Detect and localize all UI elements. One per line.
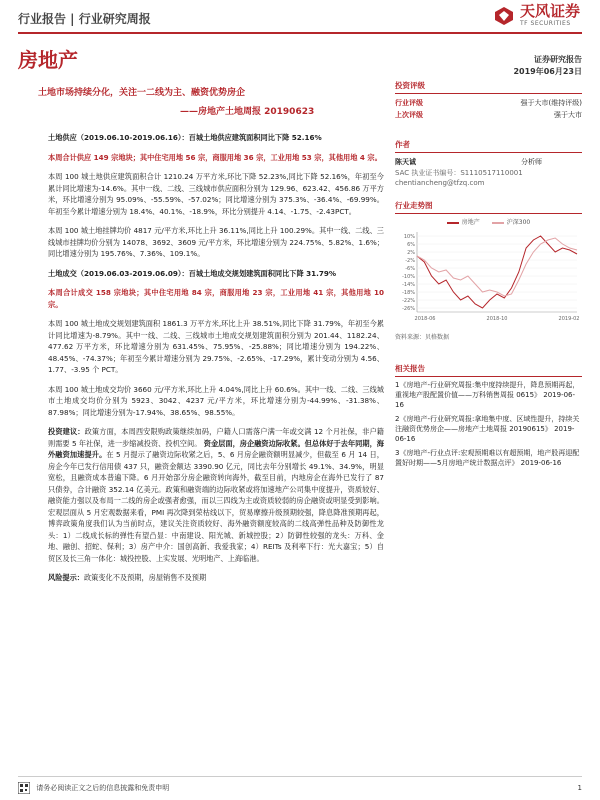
chart-legend: [395, 217, 582, 226]
footer-disclaimer-wrap: [18, 782, 169, 794]
industry-name: 房地产: [18, 48, 78, 72]
rating-industry-label: 行业评级: [395, 99, 423, 107]
chart-source: 资料来源：贝格数据: [395, 334, 450, 341]
company-logo: [493, 4, 580, 27]
logo-name-en: TF SECURITIES: [519, 20, 571, 27]
rating-section-title: 投资评级: [395, 80, 582, 94]
legend-item-csi300: [492, 217, 530, 226]
x-tick-label: 2018-10: [486, 316, 508, 322]
deal-area-paragraph: 本周 100 城土地成交规划建筑面积 1861.3 万平方米,环比上升 38.51%,同比下降 31.79%，年初至今累计同比增速为-8.79%。其中一线、二线、三线城市土地成交规划建筑面积分别为 201.44、1182.24、477.62 万平方米，环比增速分别为 631.45%、75.95%、-25.88%；同比增速分别为 194.22%、48.45%、-74.37%；年初至今累计增速分别为 29.75%、-2.65%、-17.29%，累计变动分别为 4.56、1.77、-3.95 个 PCT。: [48, 319, 384, 374]
sidebar: [395, 80, 582, 472]
related-section-title: 相关报告: [395, 363, 582, 377]
investment-advice: [48, 426, 384, 564]
risk-warning: [48, 572, 384, 584]
supply-summary: 本周合计供应 149 宗地块；其中住宅用地 56 宗，商服用地 36 宗，工业用地 53 宗，其他用地 4 宗。: [48, 152, 382, 162]
y-tick-label: 6%: [407, 242, 415, 248]
series-line-1: [417, 238, 577, 296]
y-tick-label: -26%: [402, 306, 415, 312]
deal-summary: 本周合计成交 158 宗地块；其中住宅用地 84 宗，商服用地 23 宗，工业用地 41 宗，其他用地 10 宗。: [48, 288, 384, 309]
report-category: 行业报告 | 行业研究周报: [18, 12, 151, 26]
logo-name-cn: 天风证券: [519, 2, 580, 20]
author-name: 陈天诚: [395, 158, 416, 166]
y-tick-label: 2%: [407, 250, 415, 256]
qr-code-icon: [18, 782, 30, 794]
advice-policy: 政策方面，本周西安限购政策继续加码，户籍人口需落户满一年或交满 12 个月社保，非户籍则需要 5 年社保，进一步缩减投资、投机空间。: [48, 427, 384, 448]
y-tick-label: -18%: [402, 290, 415, 296]
supply-area-paragraph: 本周 100 城土地供应建筑面积合计 1210.24 万平方米,环比下降 52.23%,同比下降 52.16%，年初至今累计同比增速为-14.6%。其中一线、二线、三线城市供应面积分别为 129.96、623.42、456.86 万平方米，环比增速分别为 95.09%、-55.59%、-57.02%；同比增速分别为 375.3%、-36.4%、-69.99%。年初至今累计增速分别为 18.4%、40.1%、-18.9%，环比分别提升 4.14、-1.75、-2.43PCT。: [48, 172, 384, 216]
rating-industry-row: [395, 97, 582, 109]
author-role: 分析师: [521, 158, 542, 166]
y-tick-label: -10%: [402, 274, 415, 280]
rating-last-row: [395, 109, 582, 121]
related-report-2[interactable]: 2《房地产-行业研究周报:拿地集中度、区域性提升，持续关注融资优势房企——房地产土地周报 20190615》 2019-06-16: [395, 415, 580, 443]
chart-section-title: 行业走势图: [395, 200, 582, 214]
report-subtitle: ——房地产土地周报 20190623: [180, 107, 315, 117]
rating-last-label: 上次评级: [395, 111, 423, 119]
y-tick-label: -2%: [405, 258, 415, 264]
deal-price-paragraph: 本周 100 城土地成交均价 3660 元/平方米,环比上升 4.04%,同比上升 60.6%。其中一线、二线、三线城市土地成交均价分别为 5923、3042、4237 元/平方米，环比增速分别为-44.99%、-31.38%、87.98%；同比增速分别为-17.94%、38.65%、98.55%。: [48, 384, 384, 417]
page-number: 1: [577, 784, 582, 792]
rating-industry-value: 强于大市(维持评级): [520, 99, 582, 107]
series-line-0: [417, 236, 577, 308]
supply-section-title: 土地供应（2019.06.10-2019.06.16）：百城土地供应建筑面积同比下降 52.16%: [48, 133, 322, 142]
logo-mark-icon: [493, 5, 515, 27]
report-type: 证券研究报告: [534, 55, 582, 64]
related-report-3[interactable]: 3《房地产-行业点评:宏观预期难以有超预期，地产股再迎配置好时期——5月房地产统计数据点评》 2019-06-16: [395, 449, 580, 467]
x-tick-label: 2019-02: [558, 316, 580, 322]
author-section-title: 作者: [395, 139, 582, 153]
report-title: 土地市场持续分化，关注一二线为主、融资优势房企: [38, 88, 246, 98]
header-divider: [18, 32, 582, 34]
footer: [18, 776, 582, 794]
author-cert: SAC 执业证书编号：S1110517110001: [395, 169, 523, 177]
deal-section-title: 土地成交（2019.06.03-2019.06.09）：百城土地成交规划建筑面积同比下降 31.79%: [48, 268, 337, 278]
y-tick-label: -22%: [402, 298, 415, 304]
legend-item-property: [447, 217, 480, 226]
risk-text: 政策变化不及预期，房屋销售不及预期: [83, 573, 207, 582]
author-email[interactable]: chentiancheng@tfzq.com: [395, 179, 485, 187]
main-content: [48, 132, 384, 592]
advice-detail: 在 5 月提示了融资边际收紧之后，5、6 月房企融资额明显减少，但截至 6 月 14 日，房企今年已发行信用债 437 只，融资金额达 3390.90 亿元，同比去年分别增长 49.1%、34.9%，明显宽松，且融资成本普遍下降。6 月开始部分房企融资转向海外，截至目前，内地房企在海外已发行了 87 只债券，合计融资 352.14 亿美元。政策和融资端的边际收紧或将加速地产公司集中度提升，资质较好、融资能力强以及布局一二线的房企或强者愈强，而以三四线为主或资质较弱的房企融资或明显受到影响。宏观层面从 5 月宏观数据来看，PMI 再次降到荣枯线以下，贸易摩擦升级预期较强，降息降准预期再起，博弈政策角度我们认为当前时点，建议关注资质较好、海外融资额度较高的二线高弹性品种及防御性龙头：1）二线成长标的弹性有望凸显：中南建设、阳光城、新城控股；2）防御性较强的龙头：万科、金地、融创、招蛇、保利；3）房产中介：国创高新、我爱我家；4）REITs 及利率下行：光大嘉宝；5）自贸区及长三角一体化：城投控股、上实发展、光明地产、上海临港。: [48, 450, 384, 563]
risk-label: 风险提示：: [48, 573, 84, 582]
related-report-1[interactable]: 1《房地产-行业研究周报:集中度持续提升，降息预期再起，重视地产股配置价值——万科销售周报 0615》 2019-06-16: [395, 381, 580, 409]
advice-label: 投资建议：: [48, 427, 85, 436]
y-tick-label: -6%: [405, 266, 415, 272]
report-date: 2019年06月23日: [513, 67, 582, 76]
legend-label-property: 房地产: [461, 219, 480, 226]
author-row: [395, 156, 582, 168]
y-tick-label: 10%: [403, 234, 415, 240]
rating-last-value: 强于大市: [554, 111, 582, 119]
footer-disclaimer: 请务必阅读正文之后的信息披露和免责申明: [36, 784, 170, 792]
y-tick-label: -14%: [402, 282, 415, 288]
industry-trend-chart: [395, 228, 582, 328]
x-tick-label: 2018-06: [414, 316, 436, 322]
advice-finance: 资金层面，房企融资边际收紧。但总体好于去年同期，海外融资加速提升。: [48, 438, 384, 459]
trend-chart-svg: [395, 228, 582, 328]
supply-price-paragraph: 本周 100 城土地挂牌均价 4817 元/平方米,环比上升 36.11%,同比上升 100.29%。其中一线、二线、三线城市挂牌均价分别为 14078、3692、3609 元/平方米，环比增速分别为 224.75%、5.82%、1.6%；同比增速分别为 195.76%、7.36%、109.1%。: [48, 226, 384, 258]
legend-label-csi300: 沪深300: [506, 219, 531, 226]
